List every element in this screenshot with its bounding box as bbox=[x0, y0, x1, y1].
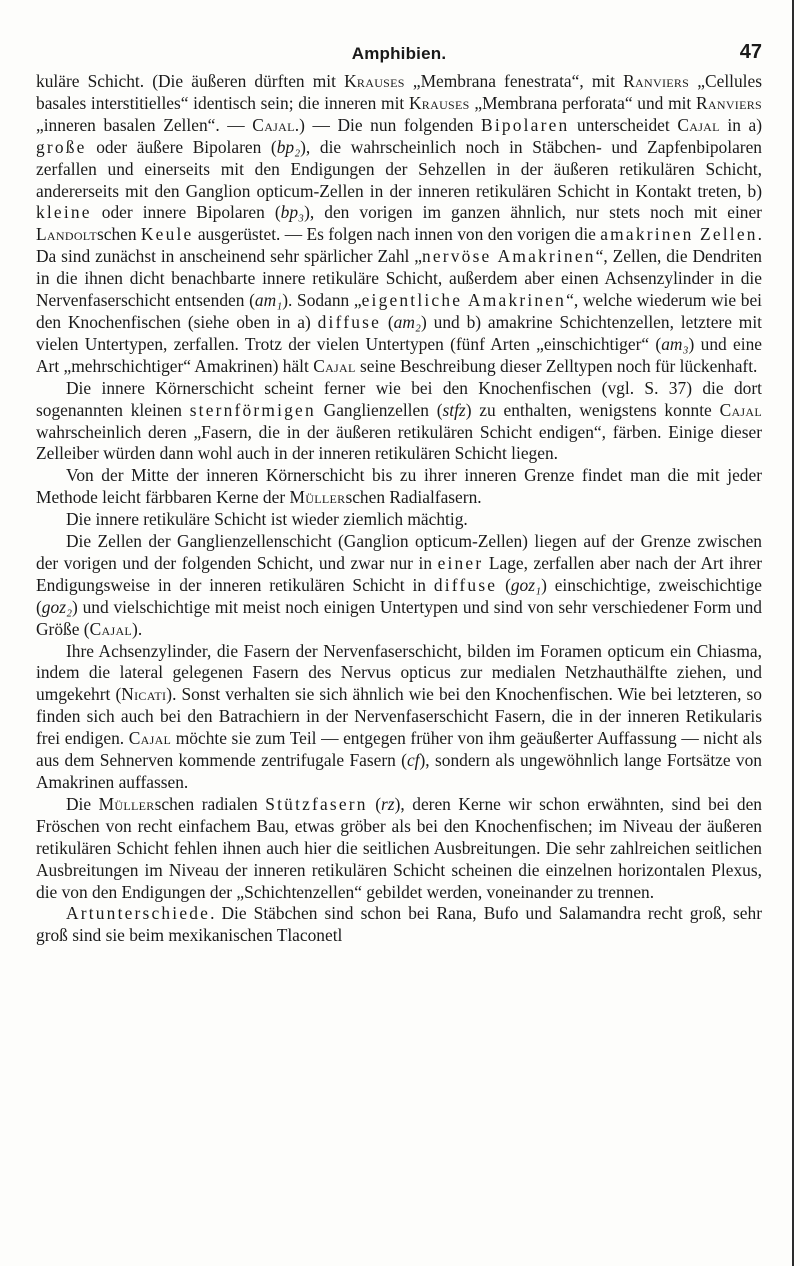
paragraph-1 bbox=[36, 378, 762, 466]
text-run: goz₂ bbox=[41, 596, 73, 617]
text-run: Bipolaren bbox=[481, 114, 570, 135]
paragraph-3 bbox=[36, 509, 762, 531]
text-run: Die innere Körnerschicht scheint ferner wie bei den Knochenfischen (vgl. S. 37) die dort sogenannten kleinen bbox=[36, 377, 762, 420]
text-run: „Membrana perforata“ und mit bbox=[469, 92, 696, 113]
text-run: möchte sie zum Teil — entgegen früher von ihm geäußerter Auffassung — nicht als aus dem Sehnerven kommende zentrifugale Fasern ( bbox=[36, 728, 762, 771]
page-edge-rule bbox=[792, 0, 794, 1266]
text-run: ausgerüstet. — Es folgen nach innen von den vorigen die bbox=[193, 224, 601, 245]
text-run: am₃ bbox=[661, 333, 689, 354]
text-run: Ranviers bbox=[695, 92, 762, 113]
text-run: schen radialen bbox=[154, 793, 266, 814]
running-head-title: Amphibien. bbox=[351, 44, 447, 63]
text-run: ) und eine Art „mehrschichtiger“ Amakrinen) hält bbox=[36, 333, 763, 376]
text-run: Müller bbox=[98, 793, 155, 814]
text-run: bp₂ bbox=[276, 136, 301, 157]
text-run: Landolt bbox=[36, 224, 97, 245]
text-run: “, Zellen, die Dendriten in die ihnen dicht benachbarte innere retikuläre Schicht, außerdem aber einen Achsenzylinder in die Nervenfaserschicht entsenden ( bbox=[36, 246, 762, 311]
text-run: Cajal bbox=[313, 355, 356, 376]
text-run: in a) bbox=[719, 114, 763, 135]
running-head bbox=[36, 41, 762, 66]
text-run: oder innere Bipolaren ( bbox=[91, 202, 281, 223]
paragraph-2 bbox=[36, 465, 762, 509]
text-run: ) einschichtige, zweischichtige ( bbox=[36, 574, 762, 617]
paragraph-0 bbox=[36, 71, 762, 378]
text-run: goz₁ bbox=[510, 574, 542, 595]
text-run: Cajal bbox=[252, 114, 295, 135]
text-run: wahrscheinlich deren „Fasern, die in der äußeren retikulären Schicht endigen“, färben. Einige dieser Zelleiber würden dann wohl auch in der inneren retikulären Schicht liegen. bbox=[36, 421, 762, 464]
text-run: nervöse Amakrinen bbox=[421, 246, 596, 267]
text-run: Cajal bbox=[89, 618, 133, 639]
text-run: Von der Mitte der inneren Körnerschicht bis zu ihrer inneren Grenze findet man die mit jeder Methode leicht färbbaren Kerne der bbox=[36, 465, 762, 508]
text-run: seine Beschreibung dieser Zelltypen noch für lückenhaft. bbox=[355, 355, 758, 376]
text-run: ). Sodann „ bbox=[282, 290, 362, 311]
text-run: sternförmigen bbox=[189, 399, 316, 420]
text-run: ), sondern als ungewöhnlich lange Fortsätze von Amakrinen auffassen. bbox=[36, 750, 763, 792]
text-run: ), die wahrscheinlich noch in Stäbchen- und Zapfenbipolaren zerfallen und einerseits mit den Endigungen der Sehzellen in der äußeren retikulären Schicht, andererseits mit den Ganglion opticum-Zellen in der inneren retikulären Schicht in Kontakt treten, b) bbox=[36, 136, 762, 201]
text-run: . Da sind zunächst in anscheinend sehr spärlicher Zahl „ bbox=[36, 224, 762, 267]
text-run: ) und vielschichtige mit meist noch einigen Untertypen und sind von sehr verschiedener Form und Größe ( bbox=[36, 596, 762, 639]
text-run: ) zu enthalten, wenigstens konnte bbox=[465, 399, 720, 420]
text-run: große bbox=[36, 136, 87, 157]
text-run: “, welche wiederum wie bei den Knochenfischen (siehe oben in a) bbox=[36, 290, 763, 332]
text-run: amakrinen Zellen bbox=[600, 224, 758, 245]
text-run: rz bbox=[381, 793, 395, 814]
text-run: Artunterschiede bbox=[66, 903, 211, 924]
text-run: Die Zellen der Ganglienzellenschicht (Ganglion opticum-Zellen) liegen auf der Grenze zwischen der vorigen und der folgenden Schicht, und zwar nur in bbox=[36, 531, 762, 573]
text-run: bp₃ bbox=[280, 202, 305, 223]
text-run: Krauses bbox=[344, 71, 405, 91]
text-run: „Membrana fenestrata“, mit bbox=[404, 71, 624, 91]
paragraph-5 bbox=[36, 641, 762, 794]
text-run: diffuse bbox=[433, 574, 498, 595]
text-run: ) und b) amakrine Schichtenzellen, letztere mit vielen Untertypen, zerfallen. Trotz der vielen Untertypen (fünf Arten „einschichtiger“ ( bbox=[36, 311, 762, 354]
page-number: 47 bbox=[739, 41, 762, 63]
text-run: ( bbox=[367, 793, 382, 814]
text-run: stfz bbox=[442, 399, 466, 420]
text-run: ). Sonst verhalten sie sich ähnlich wie bei den Knochenfischen. Wie bei letzteren, so finden sich auch bei den Batrachiern in der Nervenfaserschicht Fasern, die in der inneren Retikularis frei endigen. bbox=[36, 684, 762, 749]
text-run: schen Radialfasern. bbox=[345, 487, 482, 508]
text-run: .) — Die nun folgenden bbox=[294, 114, 482, 135]
text-run: Cajal bbox=[677, 114, 720, 135]
text-run: Krauses bbox=[408, 92, 470, 113]
text-run: kleine bbox=[36, 202, 92, 223]
text-run: unterscheidet bbox=[569, 114, 678, 135]
text-run: Ganglienzellen ( bbox=[315, 399, 443, 420]
text-run: Die innere retikuläre Schicht ist wieder ziemlich mächtig. bbox=[66, 509, 468, 530]
text-run: oder äußere Bipolaren ( bbox=[86, 136, 277, 157]
text-run: Müller bbox=[289, 487, 346, 508]
text-run: Keule bbox=[140, 224, 194, 245]
text-run: „inneren basalen Zellen“. — bbox=[36, 114, 253, 135]
text-run: Cajal bbox=[719, 399, 762, 420]
text-run: „Cellules basales interstitielles“ identisch sein; die inneren mit bbox=[36, 71, 762, 113]
text-run: Nicati bbox=[121, 684, 167, 705]
text-run: ), deren Kerne wir schon erwähnten, sind bei den Fröschen von recht einfachem Bau, etwas gröber als bei den Knochenfischen; im Niveau der äußeren retikulären Schicht fehlen ihnen auch hier die seitlichen Ausbreitungen. Die sehr zahlreichen seitlichen Ausbreitungen im Niveau der inneren retikulären Schicht scheinen die einzelnen horizontalen Plexus, die von den Endigungen der „Schichtenzellen“ gebildet werden, voneinander zu trennen. bbox=[36, 793, 762, 902]
body-text bbox=[36, 71, 762, 947]
text-run: kuläre Schicht. (Die äußeren dürften mit bbox=[36, 71, 345, 91]
paragraph-7 bbox=[36, 903, 762, 947]
text-run: . Die Stäbchen sind schon bei Rana, Bufo und Salamandra recht groß, sehr groß sind sie beim mexikanischen Tlaconetl bbox=[36, 903, 762, 946]
text-run: ). bbox=[132, 618, 143, 639]
text-run: ( bbox=[497, 574, 511, 595]
text-run: am₁ bbox=[254, 290, 283, 311]
text-run: Die bbox=[66, 793, 99, 814]
text-run: ), den vorigen im ganzen ähnlich, nur stets noch mit einer bbox=[304, 202, 762, 223]
text-run: cf bbox=[406, 750, 420, 771]
text-run: diffuse bbox=[317, 311, 382, 332]
text-run: ( bbox=[381, 311, 394, 332]
paragraph-4 bbox=[36, 531, 762, 641]
paragraph-6 bbox=[36, 794, 762, 904]
text-run: eigentliche Amakrinen bbox=[361, 290, 567, 311]
text-run: am₂ bbox=[393, 311, 421, 332]
text-run: schen bbox=[96, 224, 141, 245]
text-run: Ranviers bbox=[623, 71, 690, 91]
text-run: Cajal bbox=[128, 728, 172, 749]
text-run: einer bbox=[437, 552, 484, 573]
text-run: Ihre Achsenzylinder, die Fasern der Nervenfaserschicht, bilden im Foramen opticum ein Chiasma, indem die lateral gelegenen Fasern des Nervus opticus zur medialen Netzhauthälfte ziehen, und umgekehrt ( bbox=[36, 640, 762, 705]
text-run: Lage, zerfallen aber nach der Art ihrer Endigungsweise in der inneren retikulären Schicht in bbox=[36, 552, 762, 595]
text-run: Stützfasern bbox=[265, 793, 368, 814]
